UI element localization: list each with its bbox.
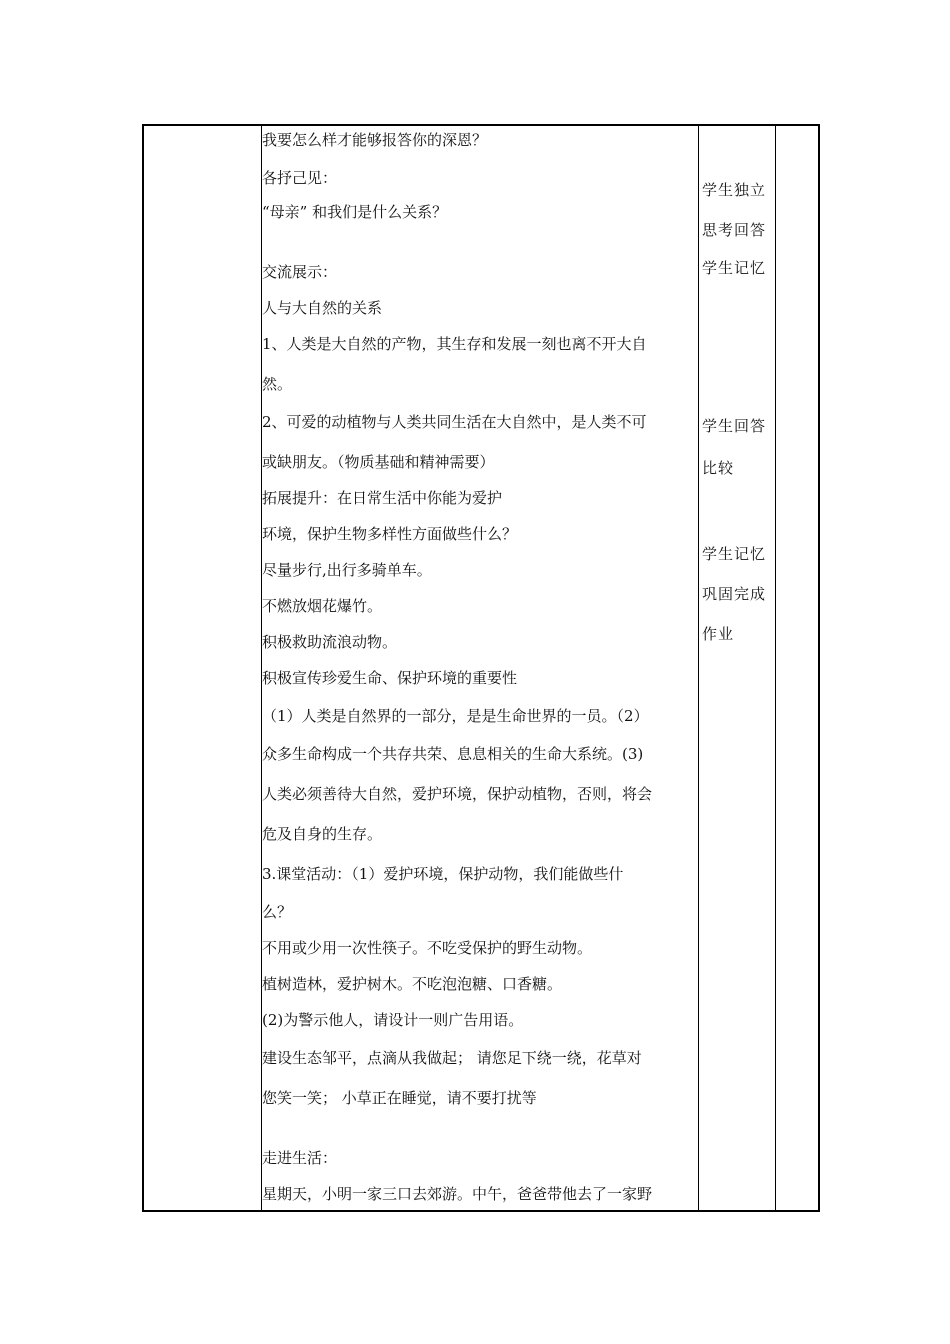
content-line: 不燃放烟花爆竹。 [262,597,383,615]
content-line: 环境，保护生物多样性方面做些什么？ [262,525,518,543]
content-line: (2)为警示他人，请设计一则广告用语。 [262,1011,524,1029]
content-line: 尽量步行,出行多骑单车。 [262,561,432,579]
activity-line: 巩固完成 [702,585,767,603]
content-line: 1、人类是大自然的产物，其生存和发展一刻也离不开大自 [262,335,647,353]
content-line: 人类必须善待大自然，爱护环境，保护动植物，否则，将会 [262,785,653,803]
content-line: 然。 [262,375,293,393]
content-line: 星期天，小明一家三口去郊游。中午，爸爸带他去了一家野 [262,1185,653,1203]
content-line: 我要怎么样才能够报答你的深恩？ [262,131,488,149]
content-line: 积极救助流浪动物。 [262,633,398,651]
content-line: 或缺朋友。（物质基础和精神需要） [262,453,495,471]
activity-line: 比较 [702,459,735,477]
content-line: 不用或少用一次性筷子。不吃受保护的野生动物。 [262,939,593,957]
content-line: 走进生活： [262,1149,338,1167]
content-line: 危及自身的生存。 [262,825,383,843]
activity-line: 学生回答 [702,417,767,435]
column-divider [698,124,699,1212]
content-line: 人与大自然的关系 [262,299,383,317]
content-line: 您笑一笑； 小草正在睡觉，请不要打扰等 [262,1089,537,1107]
activity-line: 思考回答 [702,221,767,239]
activity-line: 学生记忆 [702,259,767,277]
content-line: 植树造林，爱护树木。不吃泡泡糖、口香糖。 [262,975,563,993]
content-line: 2、可爱的动植物与人类共同生活在大自然中，是人类不可 [262,413,647,431]
content-line: 拓展提升：在日常生活中你能为爱护 [262,489,503,507]
content-line: 建设生态邹平，点滴从我做起； 请您足下绕一绕，花草对 [262,1049,642,1067]
content-line: 积极宣传珍爱生命、保护环境的重要性 [262,669,518,687]
content-line: 众多生命构成一个共存共荣、息息相关的生命大系统。(3) [262,745,644,763]
content-line: 么？ [262,903,293,921]
content-line: 各抒己见： [262,169,338,187]
activity-line: 作业 [702,625,735,643]
content-line: 3.课堂活动：（1）爱护环境，保护动物，我们能做些什 [262,865,624,883]
activity-line: 学生记忆 [702,545,767,563]
content-line: （1）人类是自然界的一部分，是是生命世界的一员。（2） [262,707,649,725]
activity-line: 学生独立 [702,181,767,199]
column-divider [775,124,776,1212]
content-line: 交流展示： [262,263,338,281]
content-line: “母亲” 和我们是什么关系？ [262,203,448,221]
